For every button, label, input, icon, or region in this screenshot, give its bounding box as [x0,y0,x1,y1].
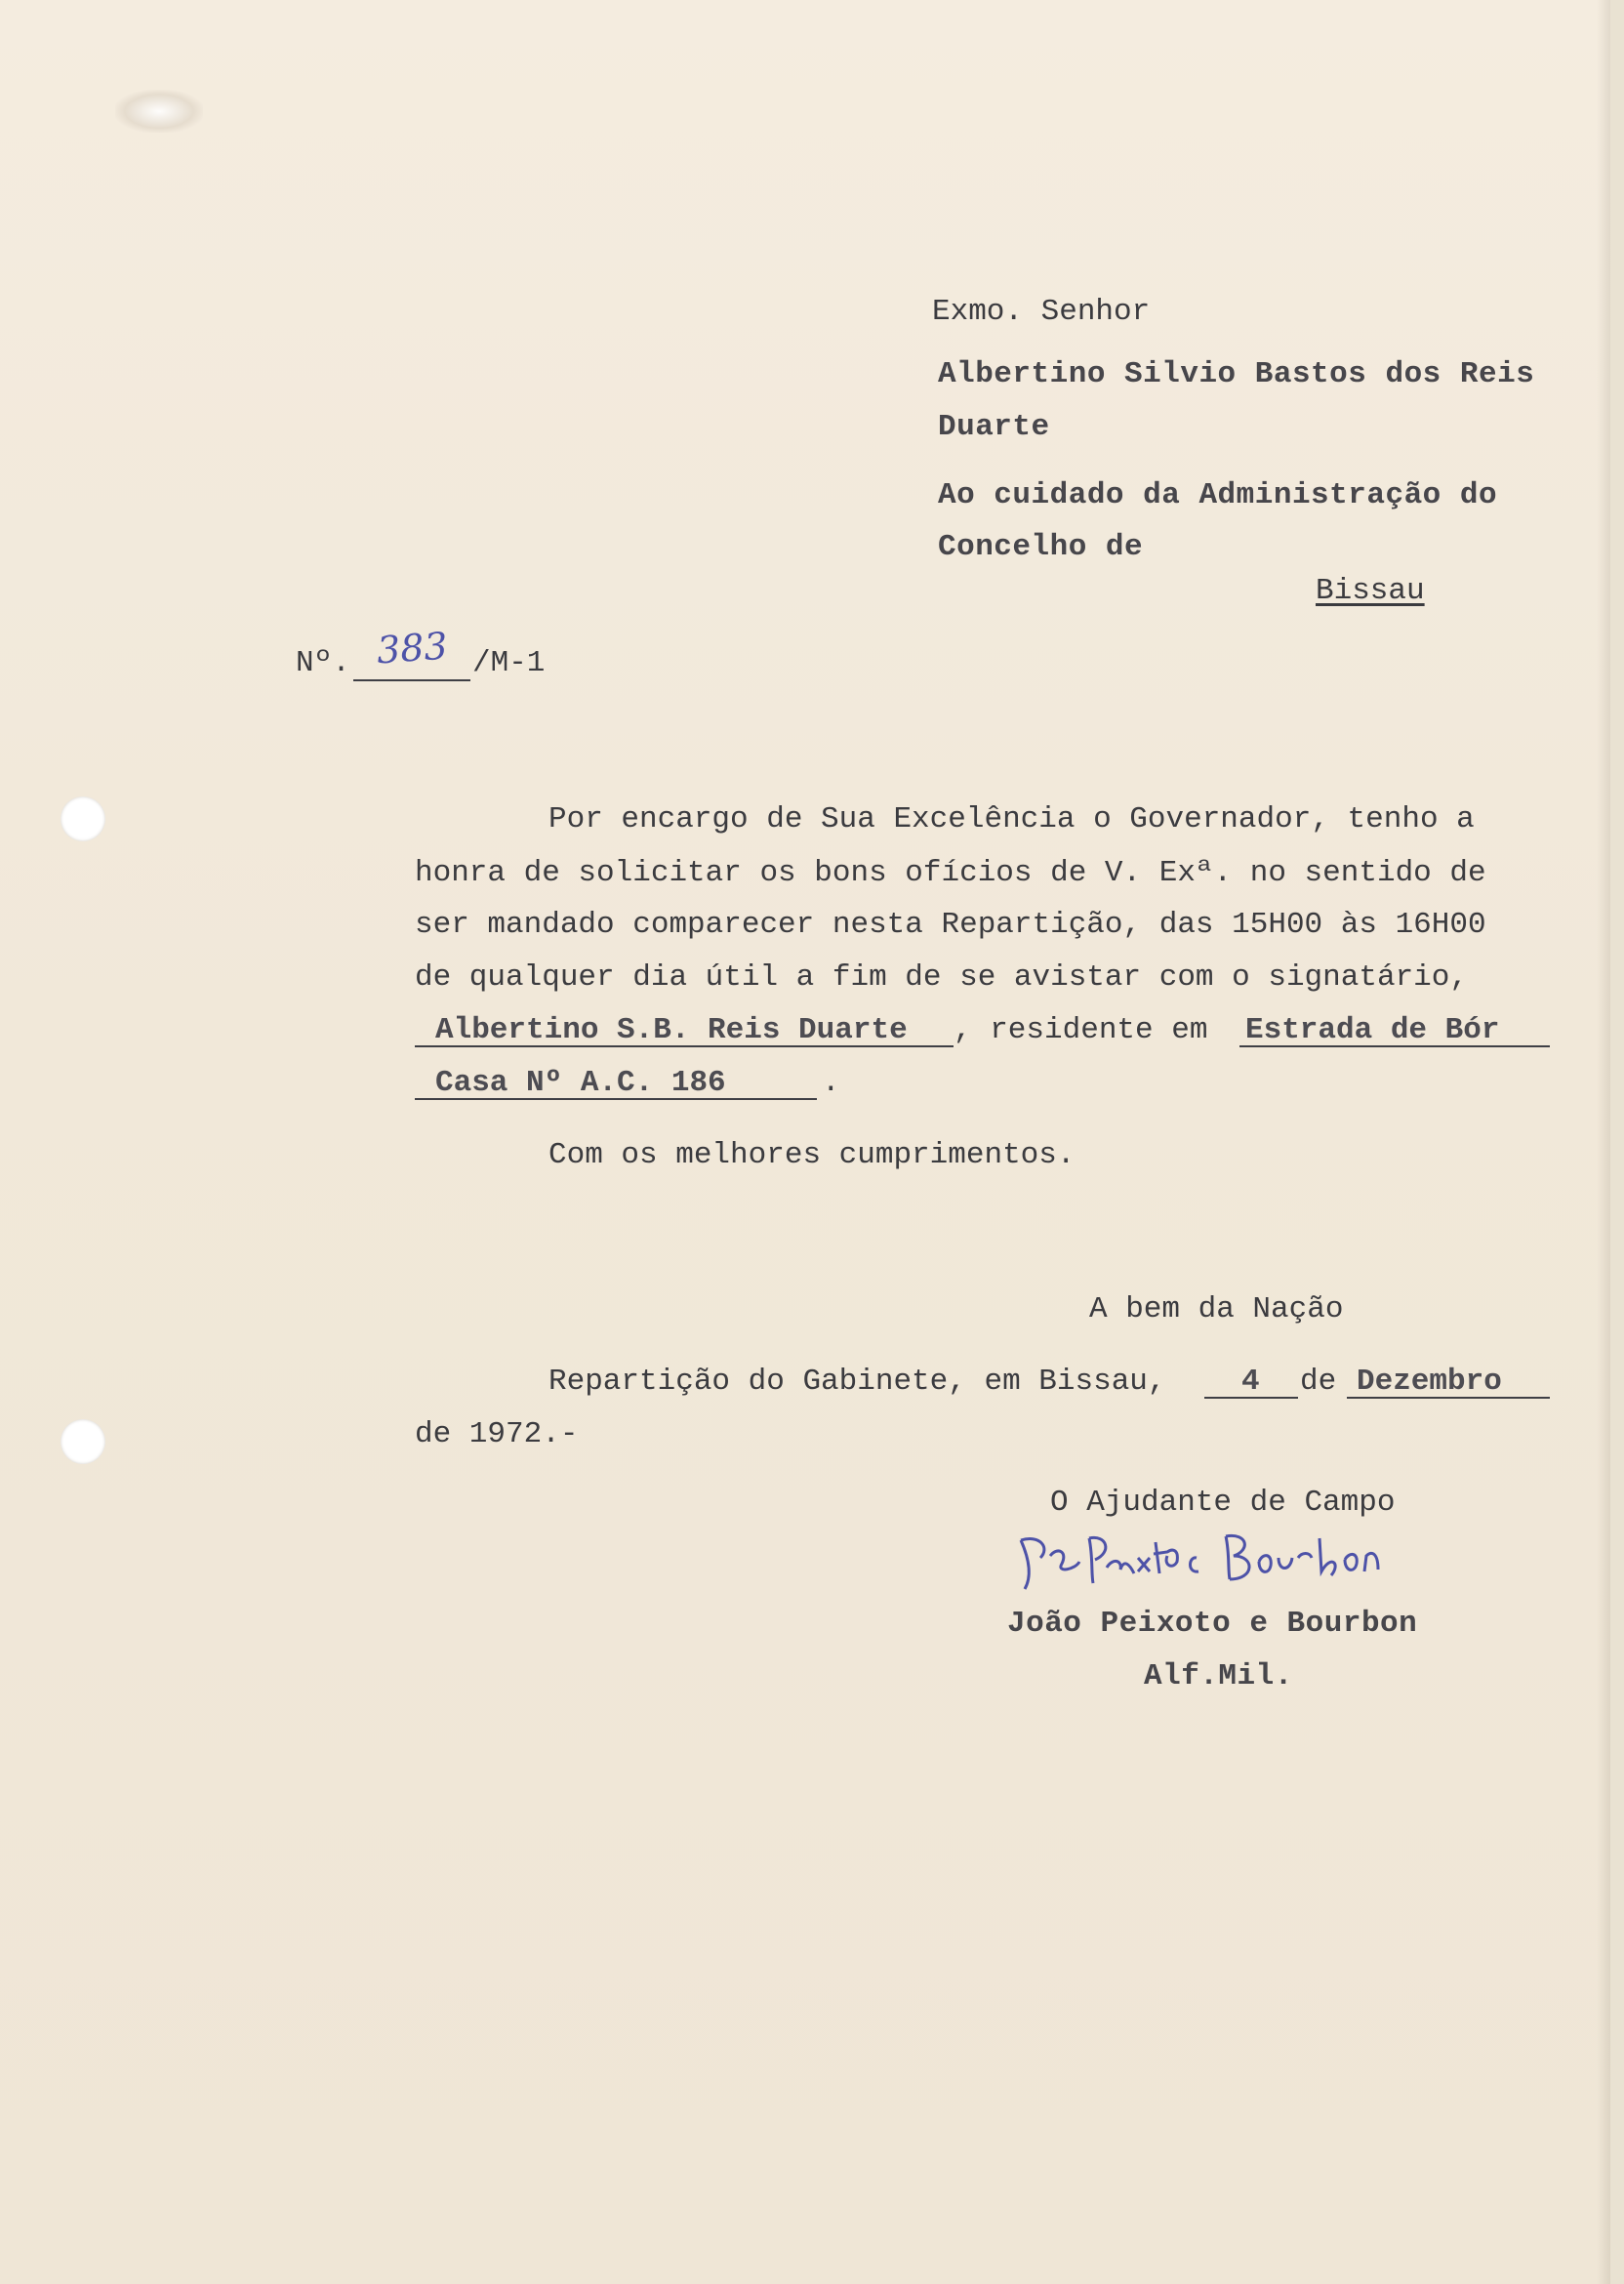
signatory-name: João Peixoto e Bourbon [1007,1607,1418,1641]
handwritten-signature [1011,1529,1392,1597]
date-month-rule [1347,1397,1550,1399]
closing-text: Com os melhores cumprimentos. [548,1138,1076,1172]
signatory-role: O Ajudante de Campo [1050,1486,1396,1520]
reference-suffix: /M-1 [472,646,546,680]
address-period: . [822,1066,840,1100]
recipient-name-line2: Duarte [938,410,1050,444]
body-line2: honra de solicitar os bons ofícios de V. Exª. no sentido de [415,856,1486,890]
body-line3: ser mandado comparecer nesta Repartição, das 15H00 às 16H00 [415,908,1486,942]
reference-number: 383 [375,624,449,673]
date-de: de [1300,1365,1337,1399]
address-line1-rule [1239,1045,1550,1047]
reference-number-rule [353,679,470,681]
date-day-rule [1204,1397,1298,1399]
paper-stain [115,90,203,133]
punch-hole-top [61,796,105,841]
person-name-rule [415,1045,954,1047]
date-month-fill: Dezembro [1357,1365,1502,1399]
signatory-rank: Alf.Mil. [1144,1659,1293,1693]
person-name-fill: Albertino S.B. Reis Duarte [435,1013,908,1047]
date-line-text: Repartição do Gabinete, em Bissau, [548,1365,1166,1399]
date-year-line: de 1972.- [415,1417,579,1451]
address-line1-fill: Estrada de Bór [1245,1013,1500,1047]
date-day-fill: 4 [1241,1365,1260,1399]
reference-prefix: Nº. [296,646,350,680]
address-line2-rule [415,1098,817,1100]
residente-text: , residente em [954,1013,1208,1047]
care-of-line2: Concelho de [938,530,1144,564]
recipient-city: Bissau [1316,574,1425,608]
body-line1: Por encargo de Sua Excelência o Governador, tenho a [548,802,1475,836]
recipient-name-line1: Albertino Silvio Bastos dos Reis [938,357,1535,391]
valediction: A bem da Nação [1089,1292,1344,1326]
salutation: Exmo. Senhor [932,295,1151,329]
address-line2-fill: Casa Nº A.C. 186 [435,1066,726,1100]
care-of-line1: Ao cuidado da Administração do [938,478,1498,512]
page-edge-shadow [1597,0,1610,2284]
punch-hole-bottom [61,1419,105,1464]
body-line4: de qualquer dia útil a fim de se avistar com o signatário, [415,960,1468,995]
